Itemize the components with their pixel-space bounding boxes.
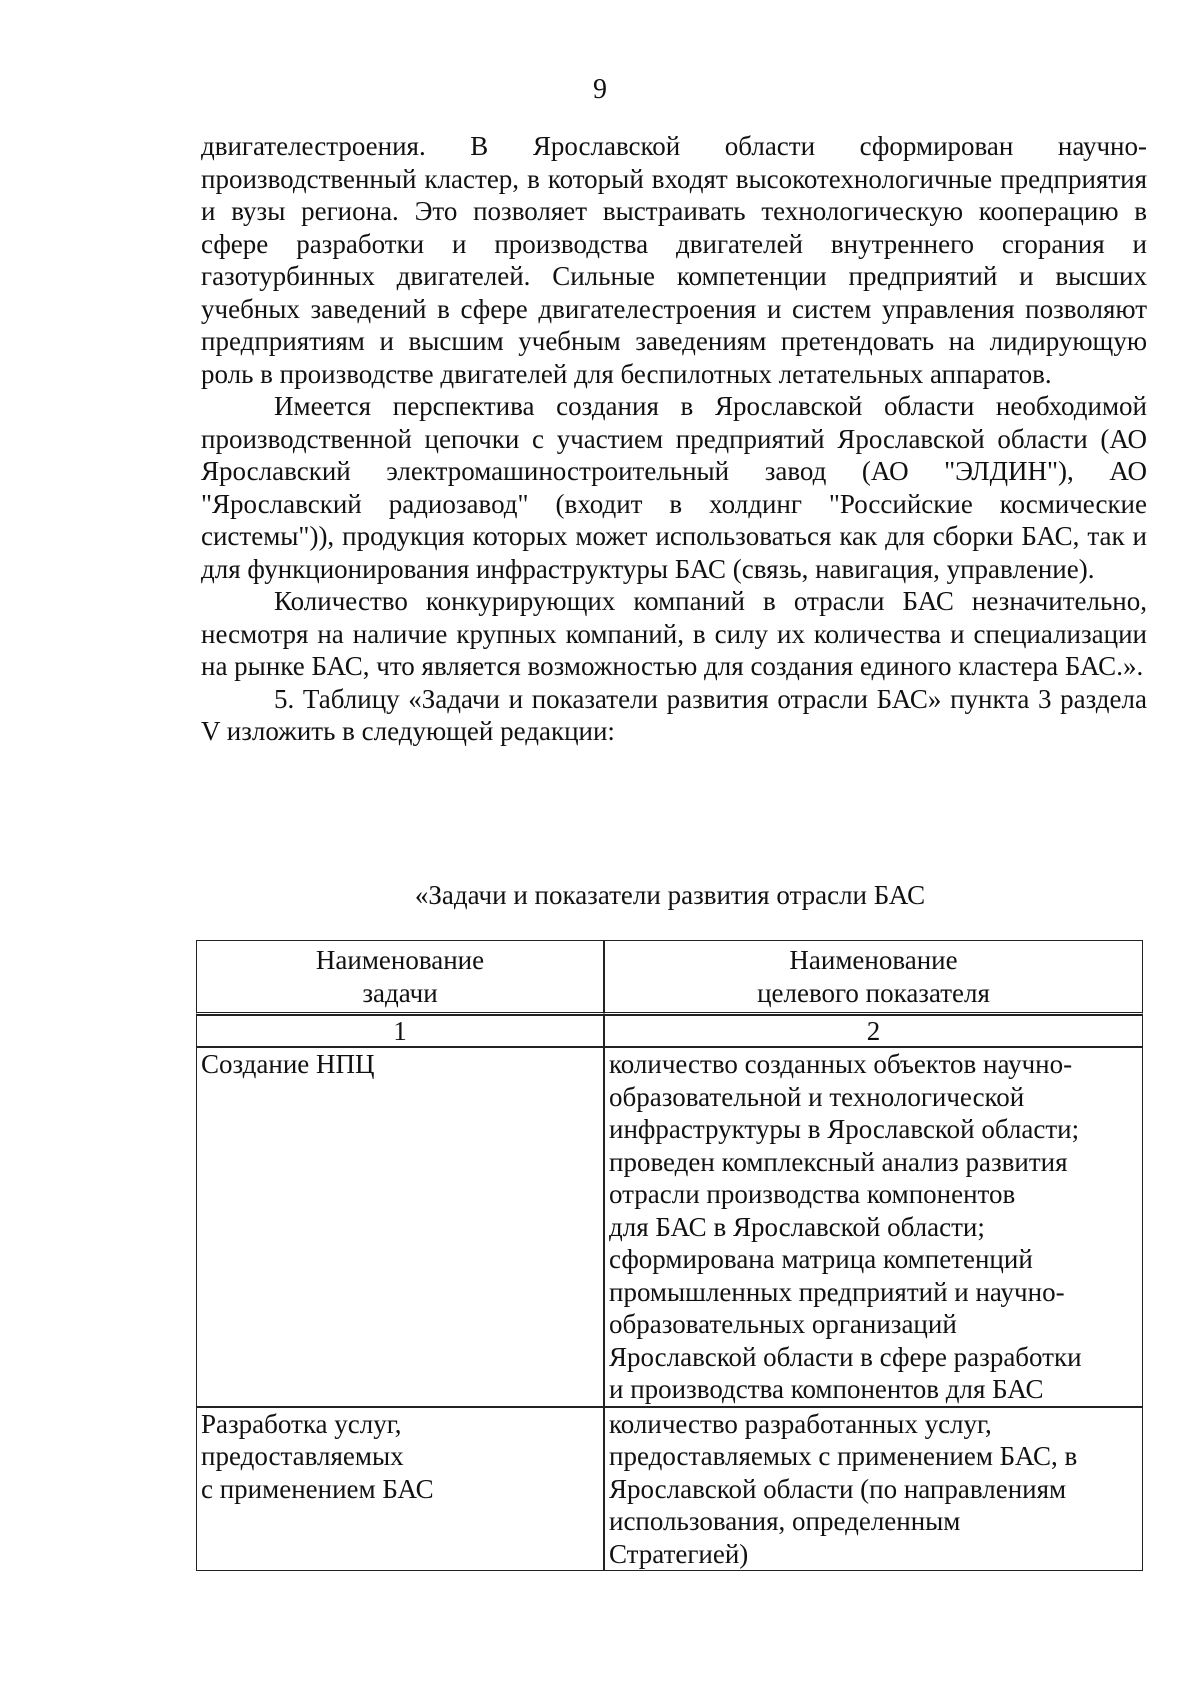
table-number-row	[196, 1015, 1143, 1047]
indicator-cell: количество созданных объектов научно- образовательной и технологической инфраструктуры в Ярославской области; проведен комплексный анализ развития отрасли производства компонентов для БАС в Ярославской области; сформирована матрица компетенций промышленных предприятий и научно- образовательных организаций Ярославской области в сфере разработки и производства компонентов для БАС	[604, 1047, 1143, 1407]
header-indicator-name: Наименование целевого показателя	[604, 940, 1143, 1015]
task-cell: Разработка услуг, предоставляемых с применением БАС	[196, 1407, 604, 1572]
table-caption: «Задачи и показатели развития отрасли БАС	[414, 880, 926, 910]
column-number-2: 2	[604, 1015, 1143, 1047]
document-body	[201, 130, 1147, 748]
task-cell: Создание НПЦ	[196, 1047, 604, 1407]
tasks-indicators-table	[196, 940, 1143, 1571]
paragraph-competitors: Количество конкурирующих компаний в отрасли БАС незначительно, несмотря на наличие крупных компаний, в силу их количества и специализации на рынке БАС, что является возможностью для создания единого кластера БАС.».	[201, 586, 1147, 681]
page-number: 9	[593, 74, 607, 105]
paragraph-production-chain: Имеется перспектива создания в Ярославской области необходимой производственной цепочки с участием предприятий Ярославской области (АО Ярославский электромашиностроительный завод (АО "ЭЛДИН"), АО "Ярославский радиозавод" (входит в холдинг "Российские космические системы")), продукция которых может использоваться как для сборки БАС, так и для функционирования инфраструктуры БАС (связь, навигация, управление).	[201, 391, 1147, 584]
table-row	[196, 1047, 1143, 1407]
paragraph-table-amendment: 5. Таблицу «Задачи и показатели развития отрасли БАС» пункта 3 раздела V изложить в следующей редакции:	[201, 683, 1147, 746]
table-header-row	[196, 940, 1143, 1015]
column-number-1: 1	[196, 1015, 604, 1047]
header-task-name: Наименование задачи	[196, 940, 604, 1015]
paragraph-engine-building: двигателестроения. В Ярославской области сформирован научно-производственный кластер, в который входят высокотехнологичные предприятия и вузы региона. Это позволяет выстраивать технологическую кооперацию в сфере разработки и производства двигателей внутреннего сгорания и газотурбинных двигателей. Сильные компетенции предприятий и высших учебных заведений в сфере двигателестроения и систем управления позволяют предприятиям и высшим учебным заведениям претендовать на лидирующую роль в производстве двигателей для беспилотных летательных аппаратов.	[201, 131, 1147, 389]
indicator-cell: количество разработанных услуг, предоставляемых с применением БАС, в Ярославской области (по направлениям использования, определенным Стратегией)	[604, 1407, 1143, 1572]
table-row	[196, 1407, 1143, 1572]
